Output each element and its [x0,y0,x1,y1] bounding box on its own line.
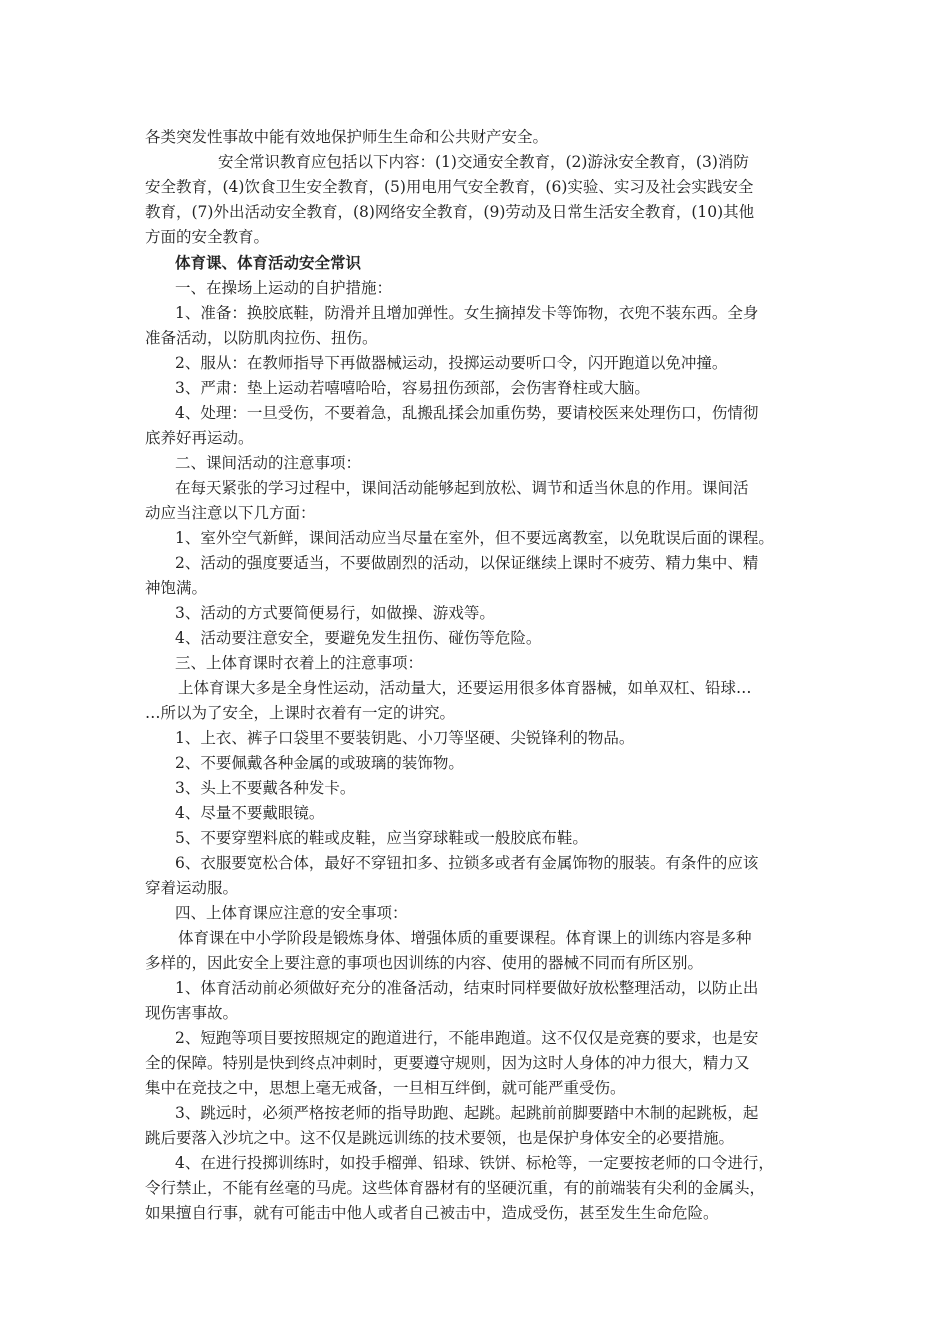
paragraph-line: 4、尽量不要戴眼镜。 [175,804,325,822]
paragraph-line: 4、处理：一旦受伤，不要着急，乱搬乱揉会加重伤势，要请校医来处理伤口，伤情彻 [175,404,759,422]
paragraph-line: 动应当注意以下几方面： [145,504,316,522]
paragraph-line: 4、在进行投掷训练时，如投手榴弹、铅球、铁饼、标枪等，一定要按老师的口令进行， [175,1154,774,1172]
subsection-heading: 三、上体育课时衣着上的注意事项： [175,654,424,672]
paragraph-line: 2、活动的强度要适当，不要做剧烈的活动，以保证继续上课时不疲劳、精力集中、精 [175,554,759,572]
paragraph-line: 准备活动，以防肌肉拉伤、扭伤。 [145,329,378,347]
paragraph-line: 教育，(7)外出活动安全教育，(8)网络安全教育，(9)劳动及日常生活安全教育，(10)其他 [145,203,755,221]
paragraph-line: 穿着运动服。 [145,879,239,897]
paragraph-line: 底养好再运动。 [145,429,254,447]
subsection-heading: 四、上体育课应注意的安全事项： [175,904,408,922]
paragraph-line: 6、衣服要宽松合体，最好不穿钮扣多、拉锁多或者有金属饰物的服装。有条件的应该 [175,854,759,872]
subsection-heading: 一、在操场上运动的自护措施： [175,279,393,297]
paragraph-line: 如果擅自行事，就有可能击中他人或者自己被击中，造成受伤，甚至发生生命危险。 [145,1204,719,1222]
paragraph-line: …所以为了安全，上课时衣着有一定的讲究。 [145,704,456,722]
paragraph-line: 3、严肃：垫上运动若嘻嘻哈哈，容易扭伤颈部，会伤害脊柱或大脑。 [175,379,650,397]
paragraph-line: 跳后要落入沙坑之中。这不仅是跳远训练的技术要领，也是保护身体安全的必要措施。 [145,1129,735,1147]
paragraph-line: 安全常识教育应包括以下内容：(1)交通安全教育，(2)游泳安全教育，(3)消防 [218,153,749,171]
paragraph-line: 2、服从：在教师指导下再做器械运动，投掷运动要听口令，闪开跑道以免冲撞。 [175,354,728,372]
paragraph-line: 3、活动的方式要简便易行，如做操、游戏等。 [175,604,495,622]
paragraph-line: 神饱满。 [145,579,208,597]
section-heading: 体育课、体育活动安全常识 [175,253,362,272]
paragraph-line: 全的保障。特别是快到终点冲刺时，更要遵守规则，因为这时人身体的冲力很大，精力又 [145,1054,750,1072]
paragraph-line: 安全教育，(4)饮食卫生安全教育，(5)用电用气安全教育，(6)实验、实习及社会实践安全 [145,178,754,196]
paragraph-line: 1、准备：换胶底鞋，防滑并且增加弹性。女生摘掉发卡等饰物，衣兜不装东西。全身 [175,304,759,322]
paragraph-line: 2、短跑等项目要按照规定的跑道进行，不能串跑道。这不仅仅是竞赛的要求，也是安 [175,1029,759,1047]
paragraph-line: 现伤害事故。 [145,1004,239,1022]
paragraph-line: 各类突发性事故中能有效地保护师生生命和公共财产安全。 [145,128,549,146]
paragraph-line: 多样的，因此安全上要注意的事项也因训练的内容、使用的器械不同而有所区别。 [145,954,704,972]
paragraph-line: 在每天紧张的学习过程中，课间活动能够起到放松、调节和适当休息的作用。课间活 [175,479,749,497]
paragraph-line: 4、活动要注意安全，要避免发生扭伤、碰伤等危险。 [175,629,542,647]
paragraph-line: 3、头上不要戴各种发卡。 [175,779,356,797]
paragraph-line: 上体育课大多是全身性运动，活动量大，还要运用很多体育器械，如单双杠、铅球… [178,679,752,697]
paragraph-line: 令行禁止，不能有丝毫的马虎。这些体育器材有的坚硬沉重，有的前端装有尖利的金属头， [145,1179,766,1197]
paragraph-line: 3、跳远时，必须严格按老师的指导助跑、起跳。起跳前前脚要踏中木制的起跳板，起 [175,1104,759,1122]
paragraph-line: 方面的安全教育。 [145,228,270,246]
subsection-heading: 二、课间活动的注意事项： [175,454,362,472]
paragraph-line: 体育课在中小学阶段是锻炼身体、增强体质的重要课程。体育课上的训练内容是多种 [178,929,752,947]
paragraph-line: 1、上衣、裤子口袋里不要装钥匙、小刀等坚硬、尖锐锋利的物品。 [175,729,635,747]
paragraph-line: 1、室外空气新鲜，课间活动应当尽量在室外，但不要远离教室，以免耽误后面的课程。 [175,529,774,547]
paragraph-line: 2、不要佩戴各种金属的或玻璃的装饰物。 [175,754,464,772]
paragraph-line: 集中在竞技之中，思想上毫无戒备，一旦相互绊倒，就可能严重受伤。 [145,1079,626,1097]
paragraph-line: 1、体育活动前必须做好充分的准备活动，结束时同样要做好放松整理活动，以防止出 [175,979,759,997]
paragraph-line: 5、不要穿塑料底的鞋或皮鞋，应当穿球鞋或一般胶底布鞋。 [175,829,588,847]
